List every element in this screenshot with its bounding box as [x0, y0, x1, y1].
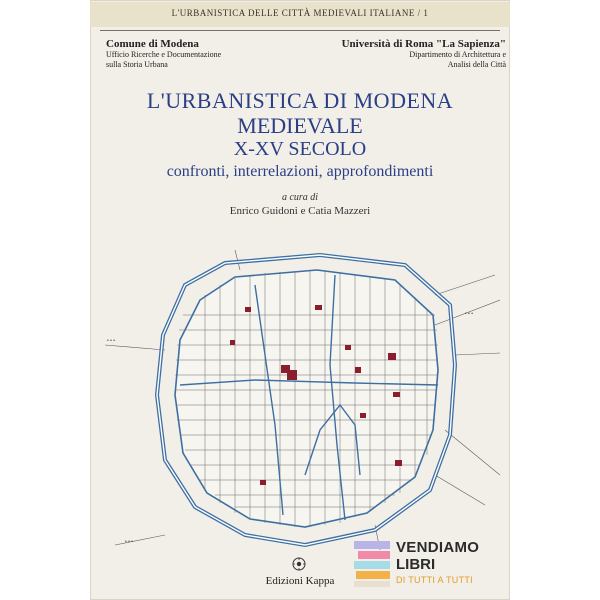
badge-line-3: DI TUTTI A TUTTI [396, 575, 473, 585]
map-label-east: • • • [465, 311, 474, 317]
book-stack-icon [352, 537, 394, 589]
map-label-west: • • • [107, 338, 116, 344]
publisher-logo-icon [292, 557, 306, 571]
right-institution [342, 38, 506, 70]
modena-plan-drawing [105, 245, 500, 555]
curator-names: Enrico Guidoni e Catia Mazzeri [229, 205, 371, 217]
right-institution-name: Università di Roma "La Sapienza" [341, 38, 506, 50]
right-institution-line-2: Analisi della Città [447, 60, 506, 69]
curator-prefix: a cura di [281, 192, 319, 203]
left-institution [106, 38, 221, 70]
book-title-line-2: MEDIEVALE [237, 113, 363, 138]
book-title-line-1: L'URBANISTICA DI MODENA [146, 88, 454, 113]
city-map-illustration [105, 245, 500, 555]
map-label-sw: • • • [125, 539, 134, 545]
badge-line-1: VENDIAMO [396, 539, 480, 556]
series-title: L'URBANISTICA DELLE CITTÀ MEDIEVALI ITALIANE / 1 [171, 8, 429, 18]
seller-badge [352, 537, 492, 589]
right-institution-line-1: Dipartimento di Architettura e [409, 50, 506, 59]
left-institution-name: Comune di Modena [106, 38, 199, 50]
badge-line-2: LIBRI [396, 556, 436, 573]
book-title-period: X-XV SECOLO [233, 138, 367, 160]
publisher-name: Edizioni Kappa [265, 575, 335, 587]
left-institution-line-2: sulla Storia Urbana [106, 60, 168, 69]
left-institution-line-1: Ufficio Ricerche e Documentazione [106, 50, 222, 59]
header-divider [100, 30, 500, 31]
book-subtitle: confronti, interrelazioni, approfondimenti [166, 163, 434, 180]
